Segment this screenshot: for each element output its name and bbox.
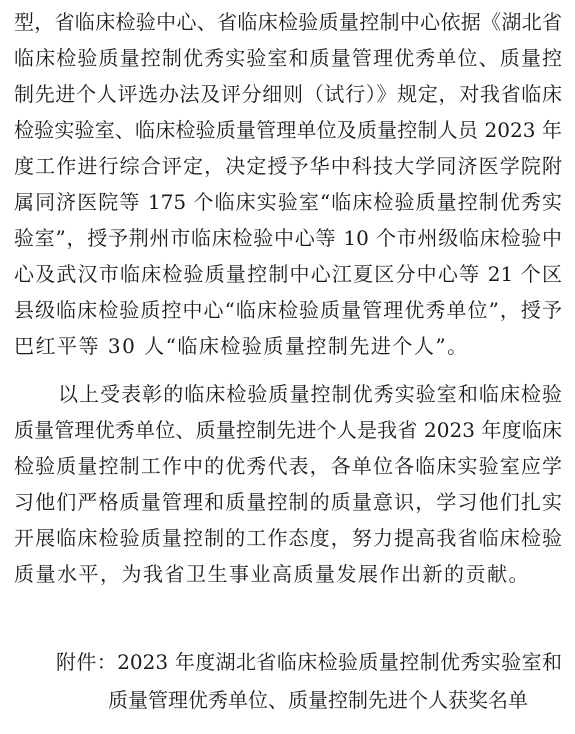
attachment-line-2: 质量管理优秀单位、质量控制先进个人获奖名单 bbox=[108, 688, 528, 712]
text-line: 验室”，授予荆州市临床检验中心等 10 个市州级临床检验中 bbox=[14, 226, 562, 250]
text-line: 习他们严格质量管理和质量控制的质量意识，学习他们扎实 bbox=[14, 490, 562, 514]
text-line: 临床检验质量控制优秀实验室和质量管理优秀单位、质量控 bbox=[14, 46, 562, 70]
text-line: 检验实验室、临床检验质量管理单位及质量控制人员 2023 年 bbox=[14, 118, 562, 142]
attachment-line-1: 附件：2023 年度湖北省临床检验质量控制优秀实验室和 bbox=[56, 650, 562, 674]
text-line: 以上受表彰的临床检验质量控制优秀实验室和临床检验 bbox=[58, 382, 562, 406]
text-line: 心及武汉市临床检验质量控制中心江夏区分中心等 21 个区 bbox=[14, 262, 562, 286]
text-line: 巴红平等 30 人“临床检验质量控制先进个人”。 bbox=[14, 334, 469, 358]
text-line: 型，省临床检验中心、省临床检验质量控制中心依据《湖北省 bbox=[14, 10, 562, 34]
text-line: 质量水平，为我省卫生事业高质量发展作出新的贡献。 bbox=[14, 562, 530, 586]
text-line: 制先进个人评选办法及评分细则（试行）》规定，对我省临床 bbox=[14, 82, 562, 106]
text-line: 属同济医院等 175 个临床实验室“临床检验质量控制优秀实 bbox=[14, 190, 562, 214]
text-line: 开展临床检验质量控制的工作态度，努力提高我省临床检验 bbox=[14, 526, 562, 550]
text-line: 检验质量控制工作中的优秀代表，各单位各临床实验室应学 bbox=[14, 454, 562, 478]
text-line: 县级临床检验质控中心“临床检验质量管理优秀单位”，授予 bbox=[14, 298, 562, 322]
text-line: 度工作进行综合评定，决定授予华中科技大学同济医学院附 bbox=[14, 154, 562, 178]
text-line: 质量管理优秀单位、质量控制先进个人是我省 2023 年度临床 bbox=[14, 418, 562, 442]
